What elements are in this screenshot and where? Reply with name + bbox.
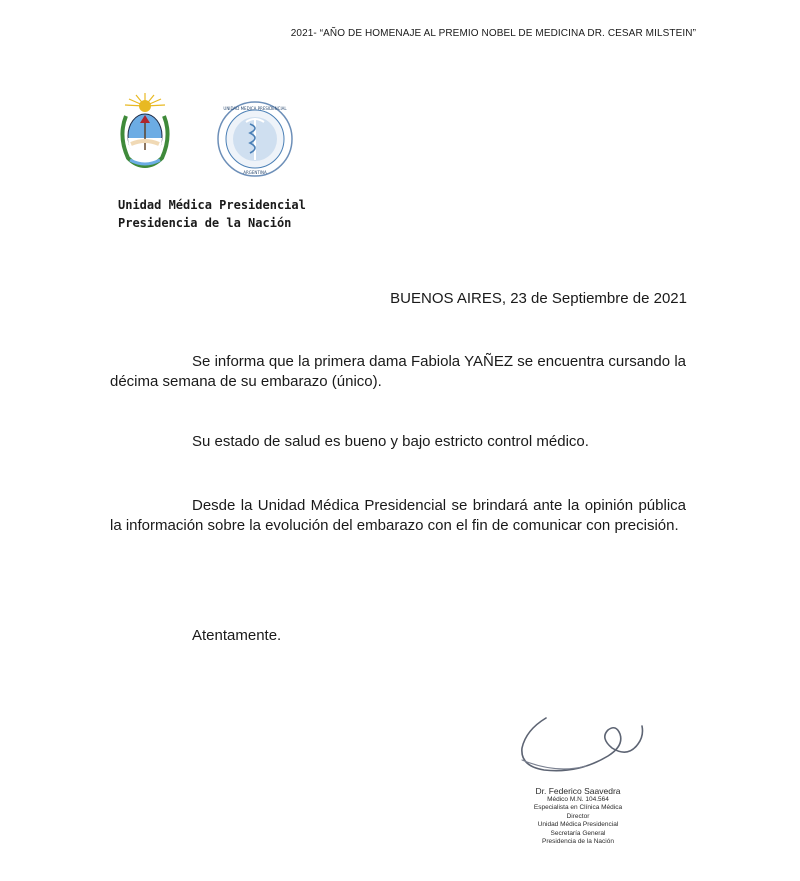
paragraph-information-commitment: Desde la Unidad Médica Presidencial se brindará ante la opinión pública la información sobre la evolución del embarazo con el fin de comunicar con precisión. bbox=[110, 497, 686, 534]
signature-block bbox=[500, 786, 656, 846]
argentina-coat-of-arms-icon bbox=[116, 92, 174, 170]
signatory-name: Dr. Federico Saavedra bbox=[535, 786, 621, 796]
signatory-unit: Unidad Médica Presidencial bbox=[537, 821, 619, 829]
closing-salutation: Atentamente. bbox=[192, 627, 282, 644]
paragraph-pregnancy-announcement: Se informa que la primera dama Fabiola YAÑEZ se encuentra cursando la décima semana de su embarazo (único). bbox=[110, 353, 686, 390]
unidad-medica-presidencial-seal-icon bbox=[216, 100, 294, 178]
institution-presidency: Presidencia de la Nación bbox=[118, 216, 292, 230]
paragraph-health-status: Su estado de salud es bueno y bajo estricto control médico. bbox=[192, 433, 589, 450]
signatory-specialty: Especialista en Clínica Médica bbox=[533, 804, 623, 812]
signatory-presidency: Presidencia de la Nación bbox=[542, 838, 614, 846]
institution-name: Unidad Médica Presidencial bbox=[118, 198, 306, 212]
signatory-secretariat: Secretaría General bbox=[550, 829, 606, 837]
handwritten-signature bbox=[516, 708, 666, 783]
seal-text-bottom: ARGENTINA bbox=[243, 170, 267, 175]
institution-heading bbox=[118, 196, 306, 232]
signatory-role: Director bbox=[566, 812, 590, 820]
year-motto-header: 2021- “AÑO DE HOMENAJE AL PREMIO NOBEL DE MEDICINA DR. CESAR MILSTEIN” bbox=[290, 28, 696, 39]
date-line: BUENOS AIRES, 23 de Septiembre de 2021 bbox=[390, 290, 687, 307]
seal-text-top: UNIDAD MEDICA PRESIDENCIAL bbox=[223, 106, 287, 111]
signatory-license: Médico M.N. 104.564 bbox=[547, 796, 609, 803]
